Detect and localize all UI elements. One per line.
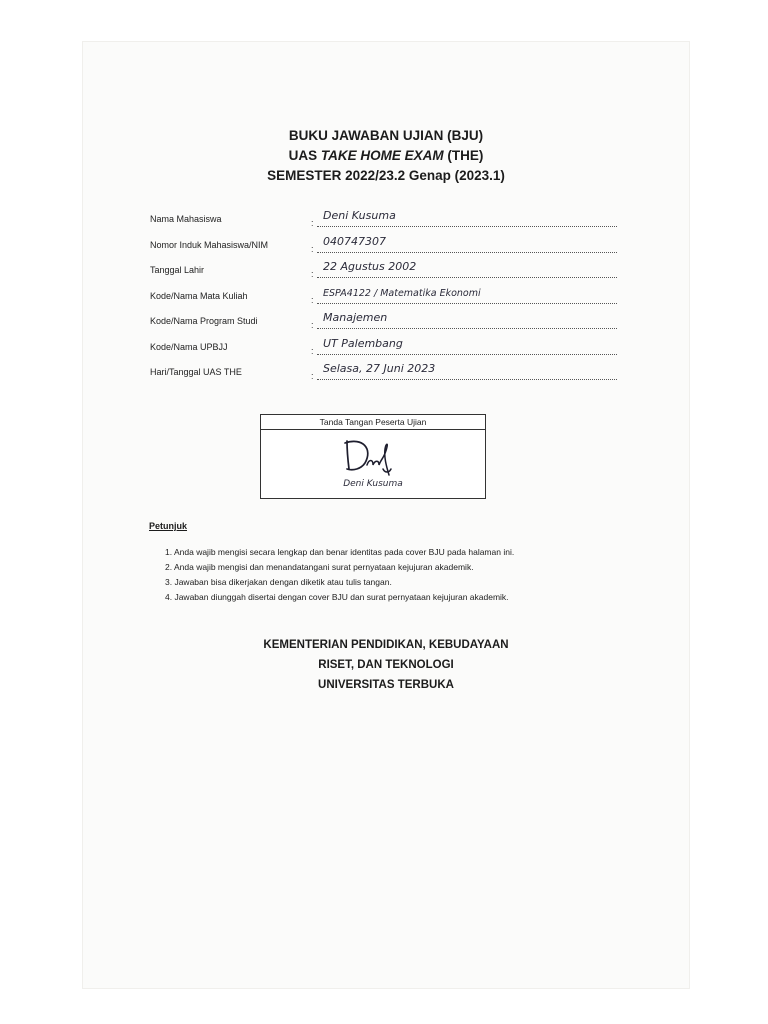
signature-name: Deni Kusuma	[343, 479, 403, 489]
dotted-line	[317, 252, 617, 253]
instruction-list	[165, 545, 514, 605]
dotted-line	[317, 379, 617, 380]
footer-line-1: KEMENTERIAN PENDIDIKAN, KEBUDAYAAN	[263, 639, 509, 651]
list-item: 3. Jawaban bisa dikerjakan dengan diketik atau tulis tangan.	[165, 577, 392, 587]
field-row	[150, 310, 620, 336]
document-title	[83, 126, 689, 186]
field-colon: :	[311, 320, 314, 330]
field-row	[150, 285, 620, 311]
field-colon: :	[311, 294, 314, 305]
field-value: UT Palembang	[323, 336, 403, 350]
institution-footer	[83, 635, 689, 695]
field-label: Kode/Nama UPBJJ	[150, 341, 228, 352]
field-colon: :	[311, 218, 314, 228]
list-item: 4. Jawaban diunggah disertai dengan cover BJU dan surat pernyataan kejujuran akademik.	[165, 592, 509, 602]
dotted-line	[317, 303, 617, 304]
field-value: 040747307	[323, 234, 386, 248]
field-row	[150, 336, 620, 362]
title-line-3: SEMESTER 2022/23.2 Genap (2023.1)	[267, 168, 505, 183]
list-item: 2. Anda wajib mengisi dan menandatangani surat pernyataan kejujuran akademik.	[165, 562, 474, 572]
petunjuk-heading: Petunjuk	[149, 521, 188, 531]
field-label: Kode/Nama Mata Kuliah	[150, 290, 248, 301]
dotted-line	[317, 277, 617, 278]
field-value: ESPA4122 / Matematika Ekonomi	[323, 287, 481, 299]
field-colon: :	[311, 345, 314, 356]
footer-line-3: UNIVERSITAS TERBUKA	[318, 679, 454, 691]
signature-box	[260, 414, 486, 499]
field-label: Hari/Tanggal UAS THE	[150, 367, 242, 377]
footer-line-2: RISET, DAN TEKNOLOGI	[318, 659, 454, 671]
handwritten-signature	[339, 435, 409, 477]
field-value: 22 Agustus 2002	[323, 260, 417, 273]
document-page	[83, 42, 689, 988]
dotted-line	[317, 354, 617, 355]
field-colon: :	[311, 243, 314, 254]
field-row	[150, 259, 620, 285]
identity-form	[150, 208, 620, 387]
field-colon: :	[311, 269, 314, 279]
dotted-line	[317, 226, 617, 227]
signature-header: Tanda Tangan Peserta Ujian	[261, 415, 485, 430]
field-label: Nama Mahasiswa	[150, 214, 222, 224]
title-line-2: UAS TAKE HOME EXAM (THE)	[288, 148, 484, 163]
field-row	[150, 234, 620, 260]
field-row	[150, 208, 620, 234]
list-item: 1. Anda wajib mengisi secara lengkap dan benar identitas pada cover BJU pada halaman ini.	[165, 547, 515, 557]
field-colon: :	[311, 371, 314, 381]
field-value: Selasa, 27 Juni 2023	[323, 362, 436, 375]
field-value: Deni Kusuma	[323, 209, 396, 222]
field-label: Tanggal Lahir	[150, 265, 205, 275]
dotted-line	[317, 328, 617, 329]
field-label: Nomor Induk Mahasiswa/NIM	[150, 239, 269, 250]
field-row	[150, 361, 620, 387]
field-label: Kode/Nama Program Studi	[150, 316, 258, 326]
title-line-1: BUKU JAWABAN UJIAN (BJU)	[288, 128, 484, 143]
field-value: Manajemen	[323, 311, 388, 324]
